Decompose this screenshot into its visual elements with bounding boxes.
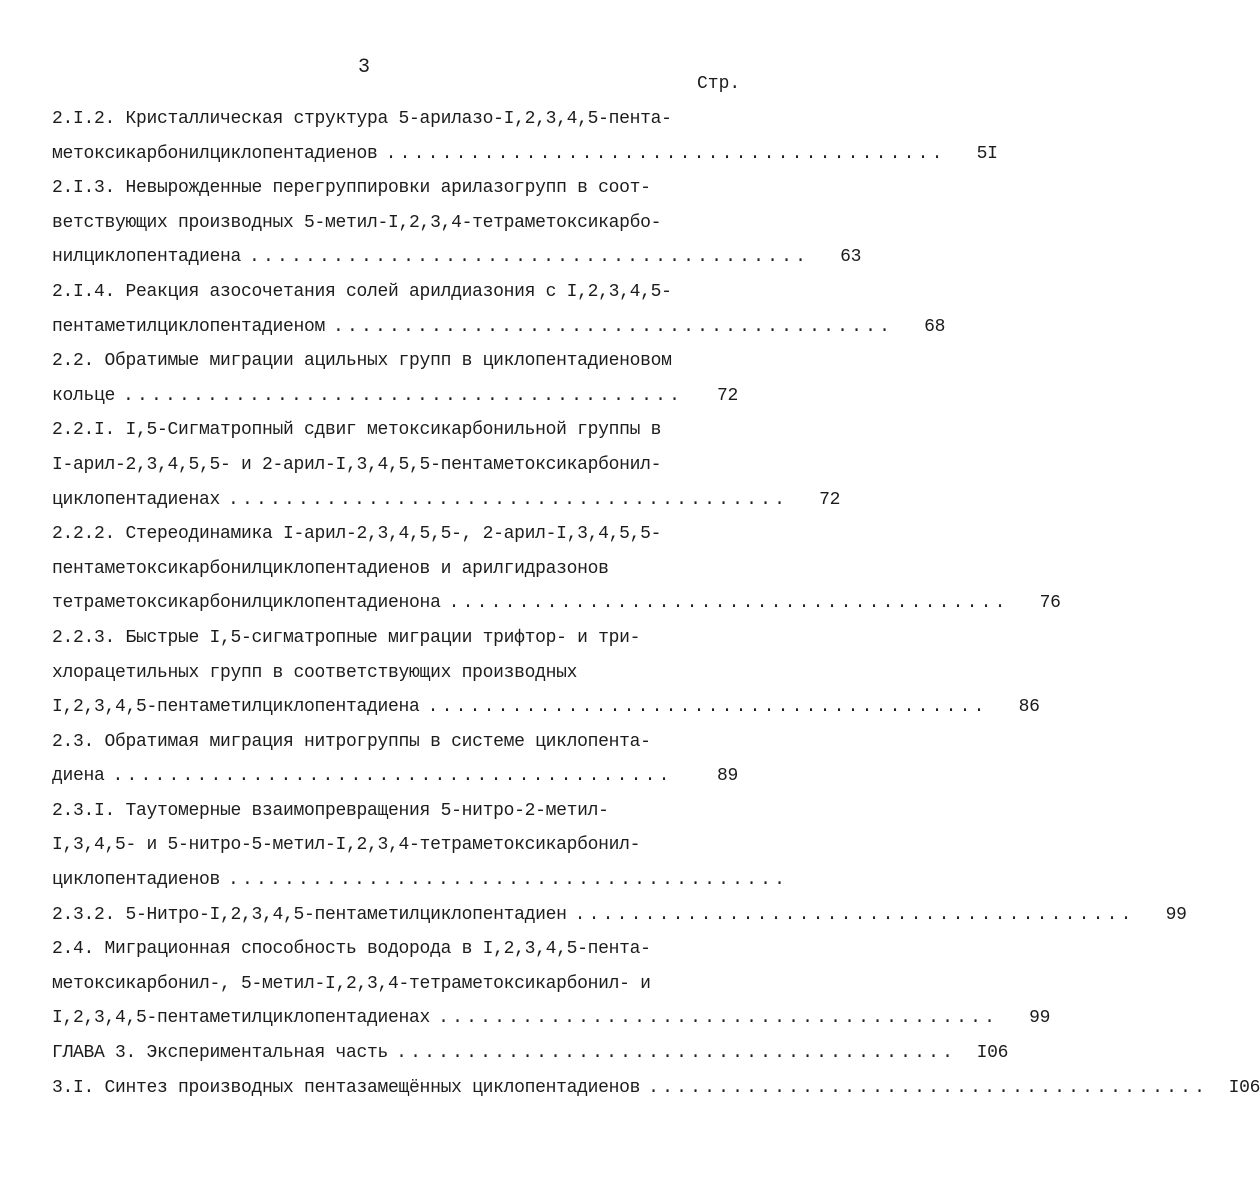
dot-leader: ........................................ [249, 247, 810, 268]
page-number: 3 [358, 56, 371, 79]
toc-entry-text: I,2,3,4,5-пентаметилциклопентадиенах [52, 1008, 431, 1029]
toc-page-number: 89 [716, 766, 738, 787]
toc-entry-last-line [52, 898, 1187, 933]
dot-leader: ........................................ [333, 316, 894, 337]
toc-entry-text: метоксикарбонилциклопентадиенов [52, 143, 378, 164]
dot-leader: ........................................ [123, 385, 684, 406]
toc-entry-line: 2.3. Обратимая миграция нитрогруппы в системе циклопента- [52, 731, 651, 752]
toc-entry-line: 2.I.2. Кристаллическая структура 5-арилазо-I,2,3,4,5-пента- [52, 109, 672, 129]
toc-entry-line: хлорацетильных групп в соответствующих производных [52, 662, 578, 683]
toc-entry-last-line [52, 863, 789, 898]
toc-entry-text: диена [52, 766, 105, 787]
toc-page-number: I06 [1228, 1077, 1260, 1098]
toc-page-number: 68 [924, 316, 946, 337]
dot-leader: ........................................ [385, 143, 946, 164]
toc-entry [52, 725, 738, 794]
toc-entry-last-line [52, 240, 862, 275]
toc-entry-line: метоксикарбонил-, 5-метил-I,2,3,4-тетраметоксикарбонил- и [52, 973, 651, 994]
toc-entry-text: циклопентадиенах [52, 489, 221, 510]
toc-page-number [788, 863, 840, 898]
dot-leader: ........................................ [438, 1008, 999, 1029]
table-of-contents [52, 102, 1260, 1105]
page-column-header: Стр. [697, 74, 741, 94]
toc-page-number: 72 [819, 489, 841, 510]
toc-entry-line: пентаметоксикарбонилциклопентадиенов и арилгидразонов [52, 558, 609, 579]
toc-page-number: 86 [1018, 697, 1040, 718]
toc-entry-line: 2.2. Обратимые миграции ацильных групп в циклопентадиеновом [52, 351, 672, 372]
toc-entry-line: 2.2.2. Стереодинамика I-арил-2,3,4,5,5-, 2-арил-I,3,4,5,5- [52, 524, 662, 545]
toc-entry-last-line [52, 759, 738, 794]
toc-entry-line: 2.3.I. Таутомерные взаимопревращения 5-нитро-2-метил- [52, 800, 609, 821]
toc-entry-text: I,2,3,4,5-пентаметилциклопентадиена [52, 697, 420, 718]
toc-entry [52, 102, 998, 171]
toc-entry-last-line [52, 1036, 1009, 1071]
toc-page-number: 63 [840, 247, 862, 268]
toc-page-number: 76 [1039, 593, 1061, 614]
toc-entry-text: пентаметилциклопентадиеном [52, 316, 326, 337]
toc-entry [52, 517, 1061, 621]
toc-entry-text: тетраметоксикарбонилциклопентадиенона [52, 593, 441, 614]
toc-entry [52, 898, 1187, 933]
dot-leader: ........................................ [427, 697, 988, 718]
toc-entry-last-line [52, 379, 738, 414]
toc-entry [52, 794, 789, 898]
toc-entry-line: 2.I.4. Реакция азосочетания солей арилдиазония с I,2,3,4,5- [52, 281, 672, 302]
dot-leader: ........................................ [228, 870, 789, 891]
toc-entry-last-line [52, 586, 1061, 621]
toc-entry-line: ветствующих производных 5-метил-I,2,3,4-тетраметоксикарбо- [52, 212, 662, 233]
dot-leader: ........................................ [112, 766, 673, 787]
toc-entry-last-line [52, 1001, 1051, 1036]
dot-leader: ........................................ [574, 904, 1135, 925]
toc-entry-text: 2.3.2. 5-Нитро-I,2,3,4,5-пентаметилциклопентадиен [52, 904, 567, 925]
toc-entry-last-line [52, 1071, 1260, 1106]
toc-entry [52, 932, 1051, 1036]
toc-entry-text: ГЛАВА 3. Экспериментальная часть [52, 1043, 389, 1064]
toc-entry [52, 1036, 1009, 1071]
toc-entry-line: 2.2.3. Быстрые I,5-сигматропные миграции трифтор- и три- [52, 627, 641, 648]
toc-entry-line: 2.I.3. Невырожденные перегруппировки арилазогрупп в соот- [52, 178, 651, 199]
toc-entry [52, 413, 841, 517]
toc-entry-line: 2.4. Миграционная способность водорода в I,2,3,4,5-пента- [52, 939, 651, 960]
toc-entry-last-line [52, 483, 841, 518]
toc-entry [52, 621, 1040, 725]
toc-entry-text: циклопентадиенов [52, 870, 221, 891]
toc-entry-text: кольце [52, 385, 116, 406]
dot-leader: ........................................ [228, 489, 789, 510]
toc-entry [52, 344, 738, 413]
toc-entry-line: I,3,4,5- и 5-нитро-5-метил-I,2,3,4-тетраметоксикарбонил- [52, 835, 641, 856]
toc-page-number: 99 [1029, 1008, 1051, 1029]
toc-entry-text: нилциклопентадиена [52, 247, 242, 268]
toc-page-number: 72 [716, 385, 738, 406]
dot-leader: ........................................ [648, 1077, 1209, 1098]
toc-page-number: I06 [976, 1043, 1009, 1064]
toc-entry-text: 3.I. Синтез производных пентазамещённых циклопентадиенов [52, 1077, 641, 1098]
toc-entry-last-line [52, 690, 1040, 725]
dot-leader: ........................................ [396, 1043, 957, 1064]
toc-page-number: 5I [976, 143, 998, 164]
toc-entry-line: I-арил-2,3,4,5,5- и 2-арил-I,3,4,5,5-пентаметоксикарбонил- [52, 454, 662, 475]
dot-leader: ........................................ [448, 593, 1009, 614]
toc-entry-last-line [52, 137, 998, 172]
toc-page-number: 99 [1165, 904, 1187, 925]
toc-entry-line: 2.2.I. I,5-Сигматропный сдвиг метоксикарбонильной группы в [52, 420, 662, 441]
toc-entry [52, 1071, 1260, 1106]
toc-entry [52, 171, 862, 275]
toc-entry [52, 275, 946, 344]
toc-entry-last-line [52, 310, 946, 345]
